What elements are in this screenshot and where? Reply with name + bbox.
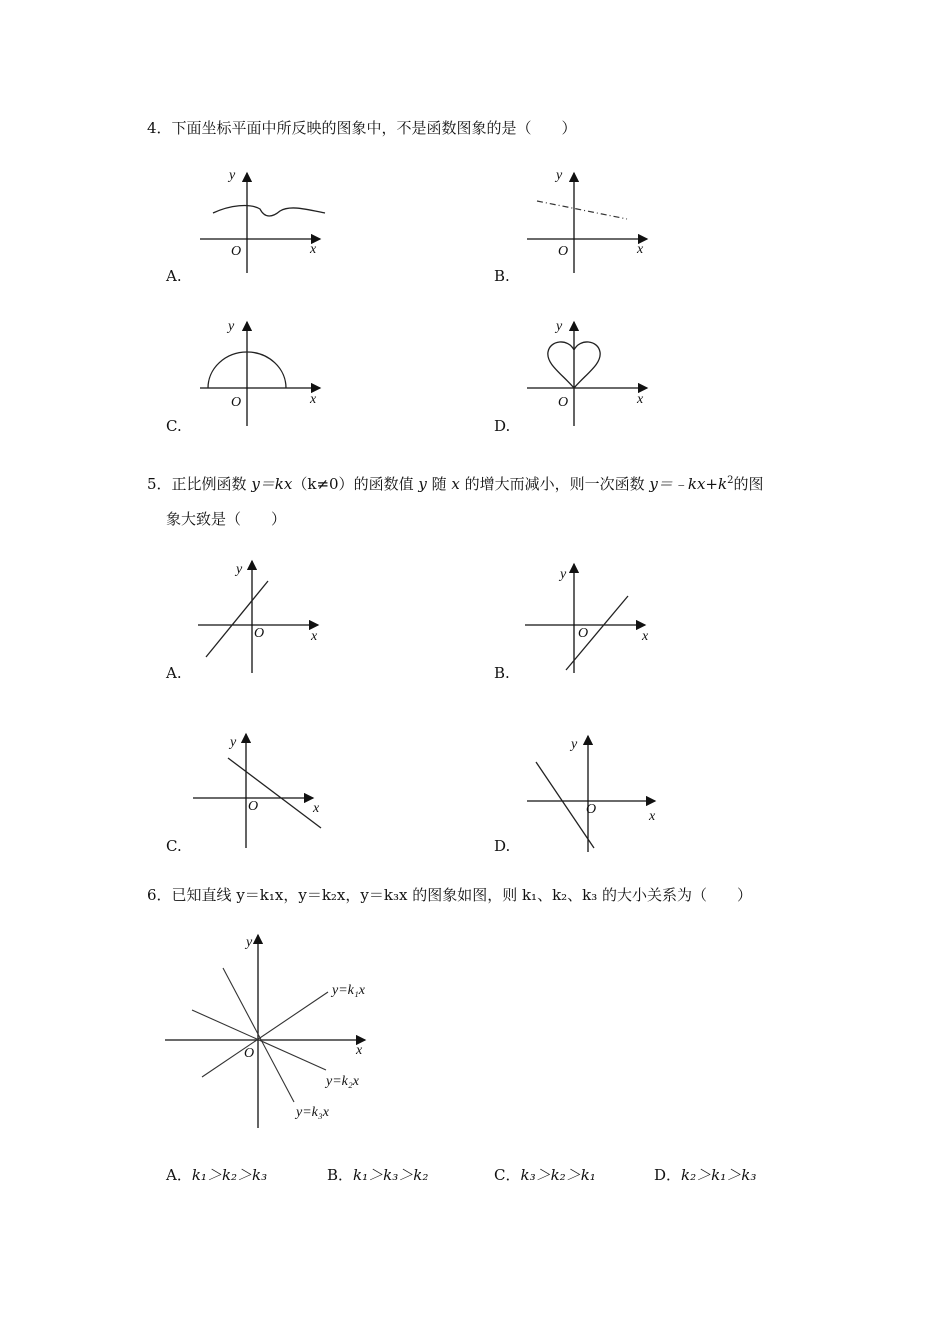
q4-graph-a xyxy=(195,165,335,280)
q5-cond: （k≠0） xyxy=(292,475,354,493)
y-label: y xyxy=(228,319,235,334)
q5-number: 5． xyxy=(147,475,172,493)
q4-option-b: B. xyxy=(494,267,510,285)
origin-label: O xyxy=(558,244,569,259)
q5-x: x xyxy=(451,475,460,493)
line xyxy=(206,581,268,657)
answer-label: D． xyxy=(654,1166,682,1184)
y-label: y xyxy=(556,319,563,334)
q5-y: y xyxy=(418,475,427,493)
x-label: x xyxy=(642,629,649,644)
q5-option-a: A. xyxy=(166,664,182,682)
origin-label: O xyxy=(578,626,589,641)
y-label: y xyxy=(236,562,243,577)
line xyxy=(566,596,628,670)
q4-option-d: D. xyxy=(494,417,511,435)
x-label: x xyxy=(637,242,644,257)
x-label: x xyxy=(637,392,644,407)
y-label: y xyxy=(571,737,578,752)
line xyxy=(228,758,321,828)
q5-option-c: C. xyxy=(166,837,182,855)
y-label: y xyxy=(246,935,253,950)
q5-eq2-sup: 2 xyxy=(727,475,734,486)
answer-text: k₁＞k₂＞k₃ xyxy=(191,1166,268,1184)
q4-graph-c xyxy=(195,318,335,433)
label-k3: y=k₃x xyxy=(296,1105,329,1120)
q5-text-mid: 的函数值 xyxy=(353,475,419,493)
q6-graph xyxy=(160,930,390,1130)
origin-label: O xyxy=(558,395,569,410)
origin-label: O xyxy=(586,802,597,817)
y-label: y xyxy=(556,168,563,183)
q5-graph-a xyxy=(190,555,330,680)
q4-number: 4． xyxy=(147,119,172,137)
question-5-line2: 象大致是（ ） xyxy=(166,510,287,528)
dashed-line xyxy=(537,201,627,219)
q5-eq2: y＝﹣kx+k xyxy=(649,475,728,493)
q5-graph-b xyxy=(520,560,660,685)
q5-text-mid2: 随 xyxy=(426,475,452,493)
q5-option-b: B. xyxy=(494,664,510,682)
y-label: y xyxy=(560,567,567,582)
q6-answer-c xyxy=(494,1164,596,1185)
q5-graph-c xyxy=(188,730,328,855)
question-6 xyxy=(147,884,752,906)
x-label: x xyxy=(313,801,320,816)
q4-graph-d xyxy=(522,318,662,433)
q4-graph-b xyxy=(522,165,662,280)
x-label: x xyxy=(649,809,656,824)
origin-label: O xyxy=(231,244,242,259)
q6-answer-b xyxy=(327,1164,428,1185)
origin-label: O xyxy=(254,626,265,641)
line-k1 xyxy=(202,992,328,1077)
q5-text-mid3: 的增大而减小，则一次函数 xyxy=(459,475,650,493)
y-label: y xyxy=(229,168,236,183)
q5-text-end: 的图 xyxy=(733,475,764,493)
q4-option-a: A. xyxy=(166,267,182,285)
q4-option-c: C. xyxy=(166,417,182,435)
answer-label: C． xyxy=(494,1166,521,1184)
answer-label: B． xyxy=(327,1166,354,1184)
q6-number: 6． xyxy=(147,886,172,904)
curve xyxy=(213,206,325,216)
q5-option-d: D. xyxy=(494,837,511,855)
answer-text: k₃＞k₂＞k₁ xyxy=(520,1166,596,1184)
q6-answer-d xyxy=(654,1164,756,1185)
answer-text: k₂＞k₁＞k₃ xyxy=(681,1166,757,1184)
y-label: y xyxy=(230,735,237,750)
label-k2: y=k₂x xyxy=(326,1074,359,1089)
x-label: x xyxy=(310,242,317,257)
answer-label: A． xyxy=(166,1166,192,1184)
q4-text: 下面坐标平面中所反映的图象中，不是函数图象的是（ ） xyxy=(171,119,577,137)
q6-text: 已知直线 y＝k₁x，y＝k₂x，y＝k₃x 的图象如图，则 k₁、k₂、k₃ 的大小关系为（ ） xyxy=(171,886,753,904)
q5-text: 正比例函数 xyxy=(171,475,252,493)
q5-graph-d xyxy=(522,732,662,857)
answer-text: k₁＞k₃＞k₂ xyxy=(353,1166,429,1184)
x-label: x xyxy=(356,1043,363,1058)
q6-answer-a xyxy=(166,1164,267,1185)
origin-label: O xyxy=(244,1046,255,1061)
x-label: x xyxy=(311,629,318,644)
x-label: x xyxy=(310,392,317,407)
q5-eq1: y＝kx xyxy=(251,475,293,493)
label-k1: y=k₁x xyxy=(332,983,365,998)
origin-label: O xyxy=(231,395,242,410)
question-4 xyxy=(147,117,577,139)
origin-label: O xyxy=(248,799,259,814)
question-5 xyxy=(147,470,763,495)
